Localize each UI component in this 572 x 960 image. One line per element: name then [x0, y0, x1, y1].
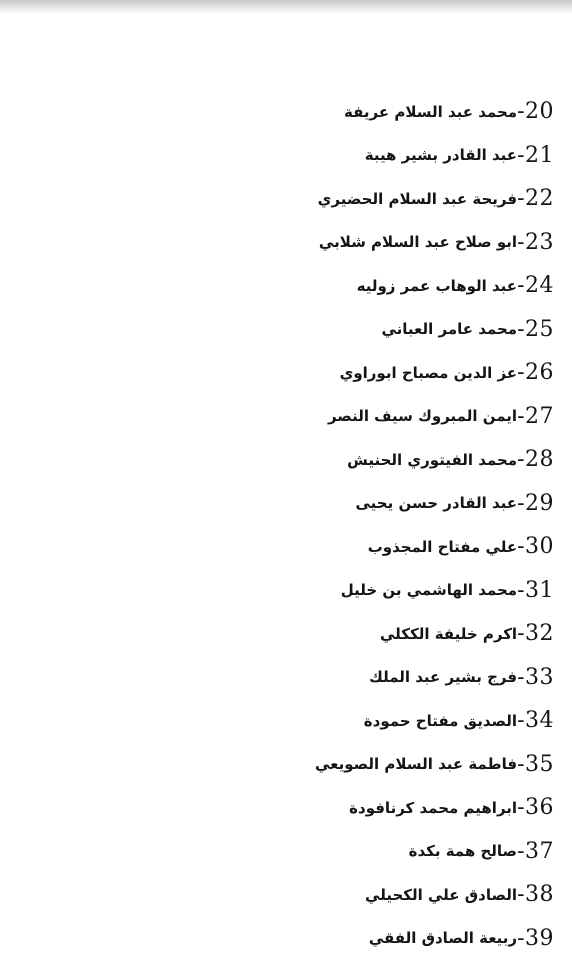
- item-number: 24: [525, 273, 554, 299]
- item-number: 22: [525, 186, 554, 212]
- item-separator: -: [517, 534, 525, 560]
- item-separator: -: [517, 664, 525, 690]
- top-edge-shadow: [0, 0, 572, 14]
- item-separator: -: [517, 577, 525, 603]
- item-separator: -: [517, 621, 525, 647]
- list-item: [134, 612, 554, 656]
- person-name: صالح همة بكدة: [408, 842, 518, 861]
- item-number: 36: [525, 795, 554, 821]
- item-separator: -: [517, 186, 525, 212]
- list-item: [134, 308, 554, 352]
- list-item: [134, 525, 554, 569]
- list-item: [134, 134, 554, 178]
- item-separator: -: [517, 882, 525, 908]
- person-name: ربيعة الصادق الفقي: [368, 929, 518, 948]
- person-name: محمد عامر العباني: [381, 320, 518, 339]
- item-separator: -: [517, 360, 525, 386]
- item-number: 23: [525, 229, 554, 255]
- item-number: 25: [525, 316, 554, 342]
- person-name: محمد الفيتوري الحنيش: [347, 450, 518, 469]
- item-number: 26: [525, 360, 554, 386]
- person-name: ابو صلاح عبد السلام شلابي: [318, 233, 518, 252]
- item-number: 20: [525, 99, 554, 125]
- list-item: [134, 743, 554, 787]
- list-item: [134, 917, 554, 960]
- item-number: 29: [525, 490, 554, 516]
- list-item: [134, 177, 554, 221]
- list-item: [134, 656, 554, 700]
- person-name: الصادق علي الكحيلي: [365, 885, 518, 904]
- person-name: الصديق مفتاح حمودة: [363, 711, 518, 730]
- item-number: 31: [525, 577, 554, 603]
- item-number: 39: [525, 925, 554, 951]
- list-item: [134, 482, 554, 526]
- item-number: 21: [525, 142, 554, 168]
- person-name: اكرم خليفة الككلي: [379, 624, 518, 643]
- item-separator: -: [517, 142, 525, 168]
- list-item: [134, 90, 554, 134]
- item-separator: -: [517, 925, 525, 951]
- item-number: 34: [525, 708, 554, 734]
- item-separator: -: [517, 316, 525, 342]
- item-separator: -: [517, 99, 525, 125]
- list-item: [134, 873, 554, 917]
- list-item: [134, 351, 554, 395]
- list-item: [134, 786, 554, 830]
- list-item: [134, 264, 554, 308]
- person-name: عز الدين مصباح ابوراوي: [339, 363, 518, 382]
- person-name: فرج بشير عبد الملك: [369, 668, 518, 687]
- list-item: [134, 569, 554, 613]
- item-number: 28: [525, 447, 554, 473]
- item-number: 35: [525, 751, 554, 777]
- person-name: ابراهيم محمد كرنافودة: [349, 798, 518, 817]
- list-item: [134, 699, 554, 743]
- item-separator: -: [517, 838, 525, 864]
- item-separator: -: [517, 708, 525, 734]
- item-number: 33: [525, 664, 554, 690]
- item-number: 32: [525, 621, 554, 647]
- item-number: 27: [525, 403, 554, 429]
- names-list: [134, 90, 554, 960]
- item-number: 30: [525, 534, 554, 560]
- item-number: 37: [525, 838, 554, 864]
- item-separator: -: [517, 795, 525, 821]
- item-separator: -: [517, 229, 525, 255]
- item-separator: -: [517, 403, 525, 429]
- person-name: فريحة عبد السلام الحضيري: [317, 189, 518, 208]
- item-separator: -: [517, 490, 525, 516]
- item-separator: -: [517, 447, 525, 473]
- item-number: 38: [525, 882, 554, 908]
- list-item: [134, 221, 554, 265]
- person-name: عبد القادر حسن يحيى: [355, 494, 518, 513]
- person-name: عبد القادر بشير هيبة: [364, 146, 518, 165]
- person-name: فاطمة عبد السلام الصويعي: [314, 755, 518, 774]
- item-separator: -: [517, 751, 525, 777]
- person-name: علي مفتاح المجذوب: [367, 537, 518, 556]
- list-item: [134, 830, 554, 874]
- list-item: [134, 395, 554, 439]
- person-name: محمد الهاشمي بن خليل: [340, 581, 518, 600]
- person-name: محمد عبد السلام عريفة: [344, 102, 518, 121]
- list-item: [134, 438, 554, 482]
- item-separator: -: [517, 273, 525, 299]
- person-name: عبد الوهاب عمر زوليه: [356, 276, 518, 295]
- person-name: ايمن المبروك سيف النصر: [327, 407, 518, 426]
